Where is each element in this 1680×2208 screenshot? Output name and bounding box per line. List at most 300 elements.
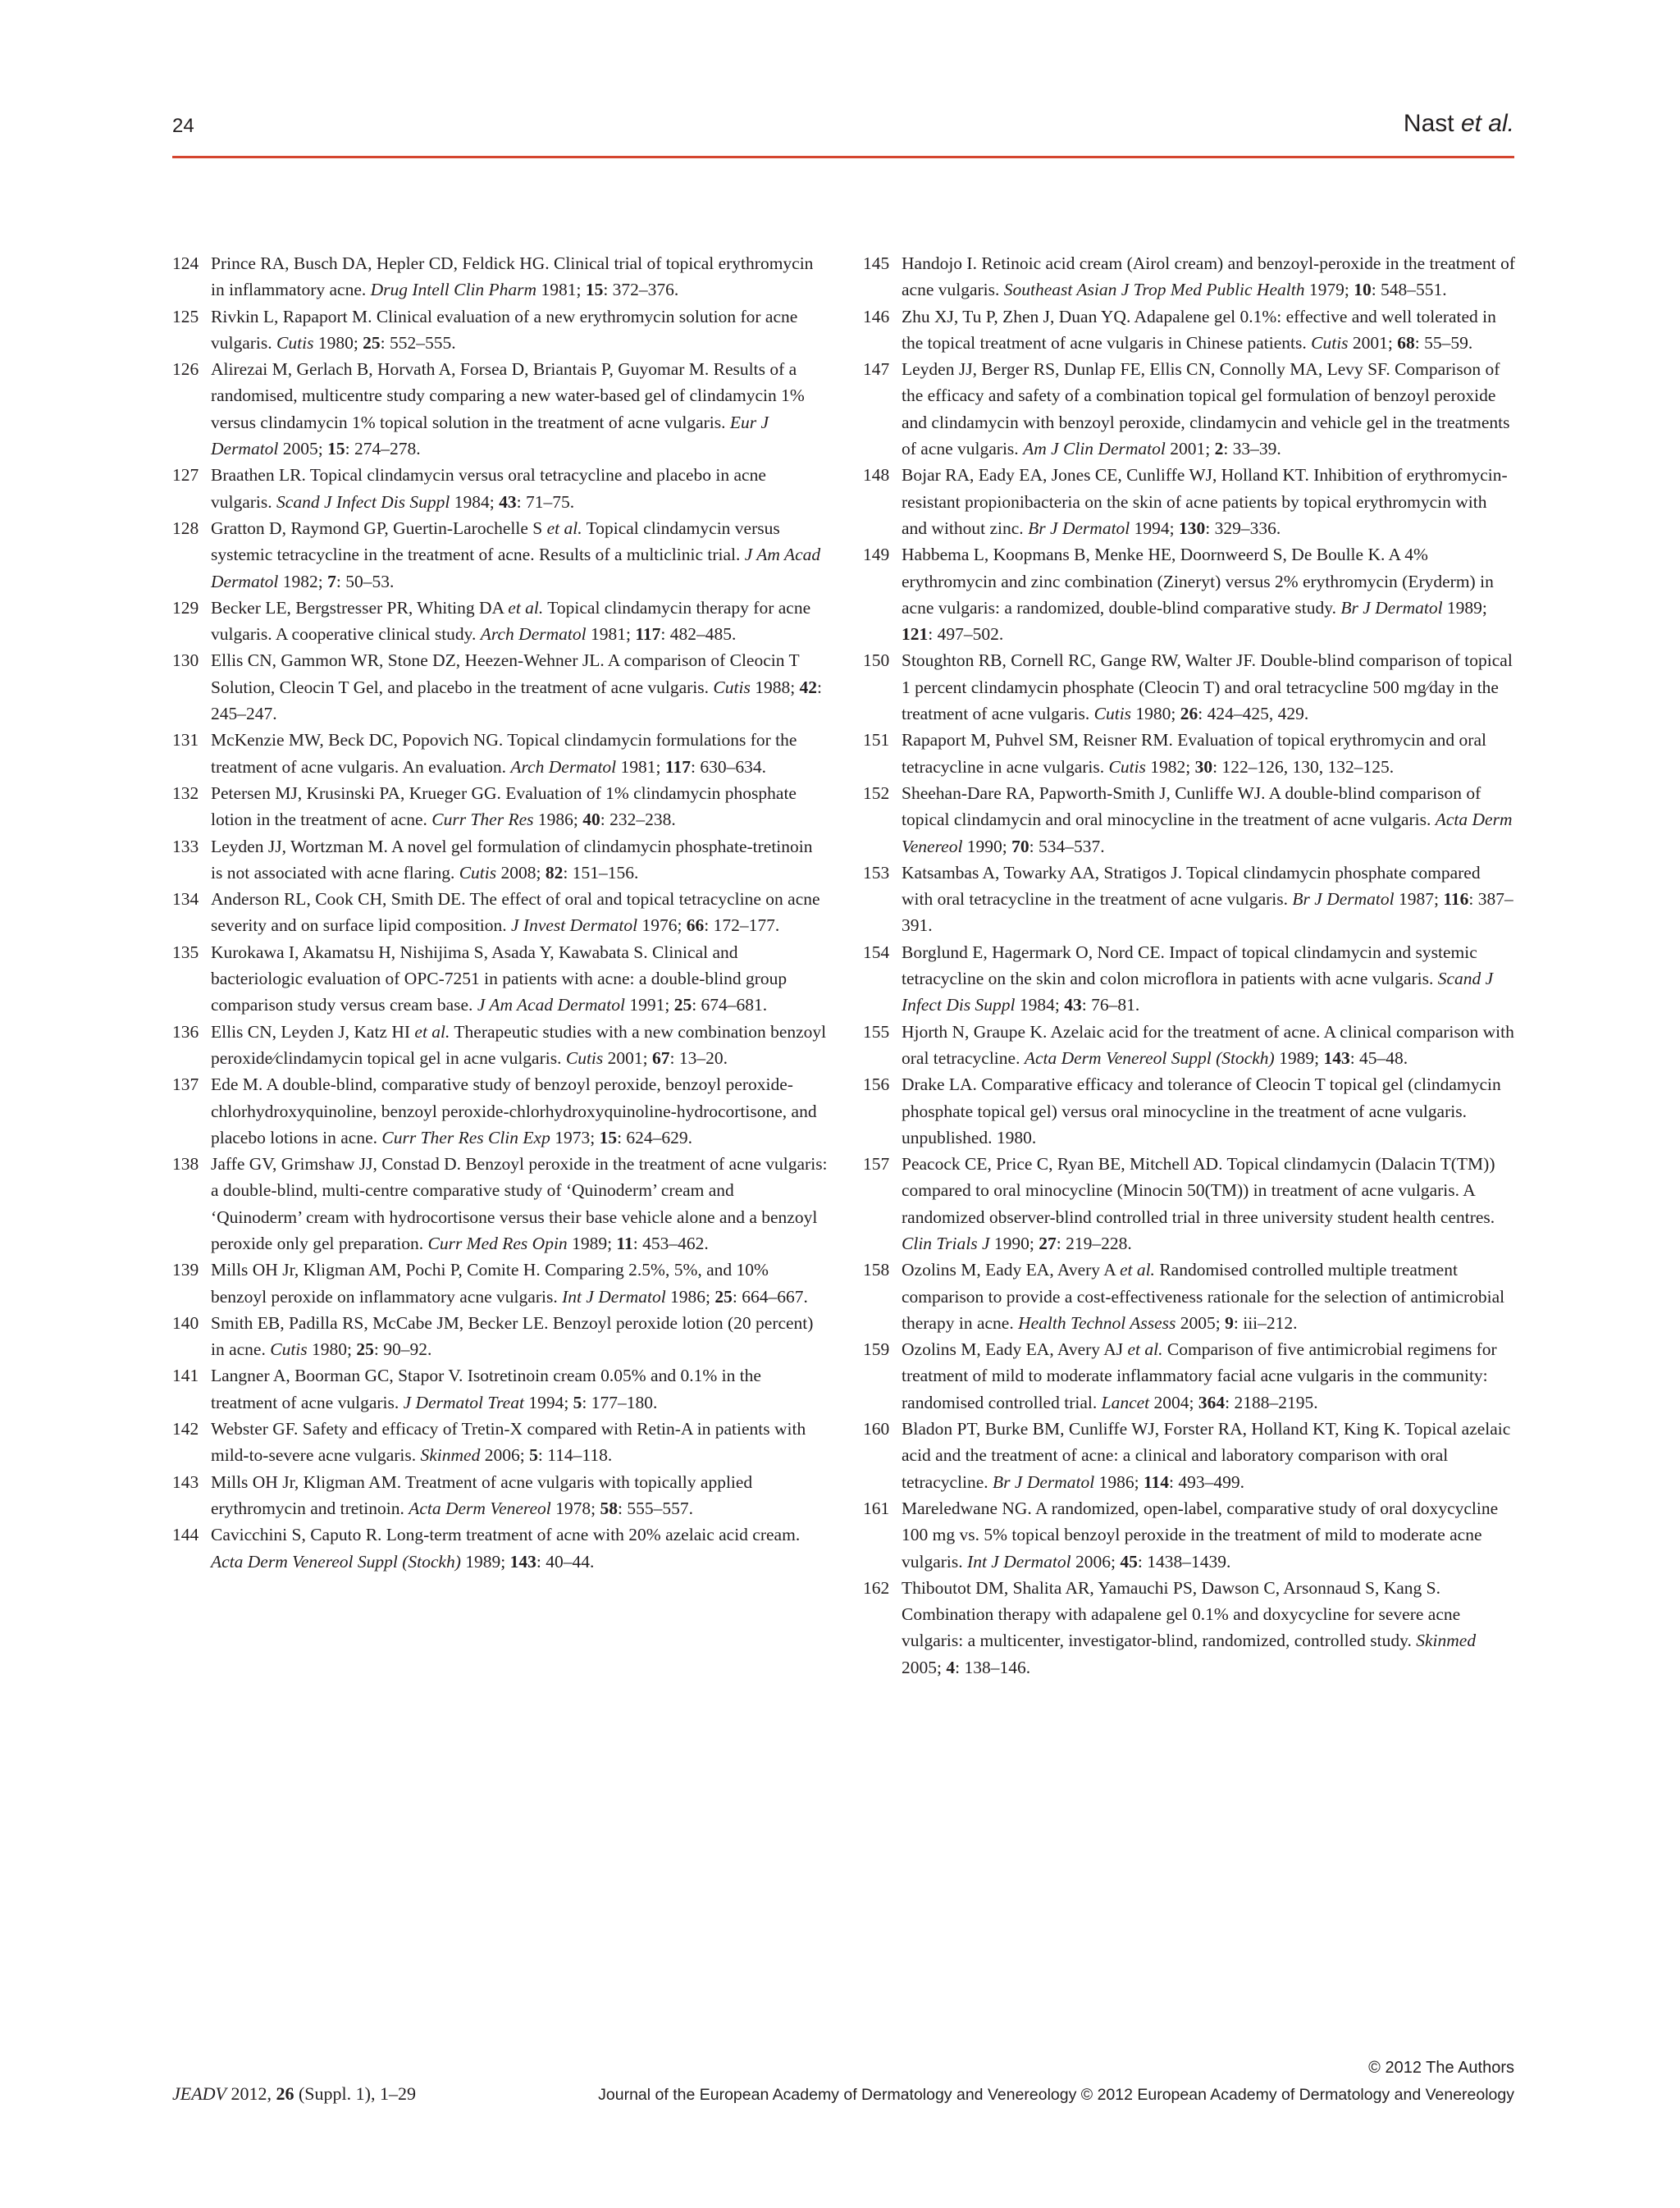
reference-number: 129 (172, 597, 199, 618)
reference-authors-title: Cavicchini S, Caputo R. Long-term treatment of acne with 20% azelaic acid cream. (211, 1525, 801, 1545)
reference-journal: Cutis (565, 1047, 604, 1068)
reference-authors-title: Petersen MJ, Krusinski PA, Krueger GG. Evaluation of 1% clindamycin phosphate lotion in the treatment of acne. (211, 782, 797, 830)
reference-volume: 7 (327, 571, 336, 591)
reference-pages: : 630–634. (690, 756, 766, 777)
reference-year: 1990; (962, 836, 1012, 856)
reference-authors-title: Stoughton RB, Cornell RC, Gange RW, Walter JF. Double-blind comparison of topical 1 percent clindamycin phosphate (Cleocin T) and oral tetracycline 500 mg⁄day in the treatment of acne vulgaris. (902, 650, 1513, 724)
reference-pages: : 122–126, 130, 132–125. (1212, 756, 1395, 777)
reference-pages: : 372–376. (603, 280, 679, 300)
reference-year: 1980; (307, 1339, 357, 1360)
reference-year: 2008; (496, 862, 546, 883)
reference-text (902, 541, 1516, 647)
reference-pages: : 482–485. (660, 624, 737, 645)
reference-journal: J Am Acad Dermatol (211, 545, 821, 591)
reference-number: 138 (172, 1154, 199, 1175)
reference-volume: 30 (1194, 756, 1213, 777)
reference-year: 1982; (1145, 756, 1195, 777)
reference-number: 136 (172, 1021, 199, 1042)
reference-journal: Skinmed (1416, 1631, 1477, 1651)
reference-pages: : 45–48. (1349, 1047, 1408, 1068)
reference-text (211, 1469, 829, 1522)
reference-item (863, 860, 1516, 939)
reference-volume: 27 (1039, 1233, 1057, 1253)
reference-number: 162 (863, 1577, 890, 1598)
reference-volume: 5 (573, 1392, 582, 1412)
reference-item (172, 462, 829, 515)
reference-etal: et al. (1119, 1260, 1155, 1280)
reference-number: 153 (863, 862, 890, 883)
reference-text (902, 250, 1516, 303)
reference-pages: : 424–425, 429. (1198, 704, 1309, 724)
reference-text (211, 1071, 829, 1151)
reference-authors-title: Becker LE, Bergstresser PR, Whiting DA (211, 597, 509, 618)
reference-journal: Arch Dermatol (480, 624, 587, 645)
reference-number: 133 (172, 836, 199, 856)
reference-text (211, 462, 829, 515)
reference-text (902, 1151, 1516, 1257)
running-head (1404, 110, 1514, 138)
reference-pages: : 114–118. (537, 1445, 613, 1466)
reference-etal: et al. (1127, 1339, 1163, 1360)
reference-authors-title: Langner A, Boorman GC, Stapor V. Isotretinoin cream 0.05% and 0.1% in the treatment of acne vulgaris. (211, 1366, 761, 1412)
reference-item (863, 1575, 1516, 1681)
reference-journal: Cutis (1108, 756, 1146, 777)
reference-item (863, 1019, 1516, 1072)
reference-authors-title: Peacock CE, Price C, Ryan BE, Mitchell AD. Topical clindamycin (Dalacin T(TM)) compared to oral minocycline (Minocin 50(TM)) in treatment of acne vulgaris. A randomized observer-blind controlled trial in three university student health centres. (902, 1154, 1495, 1227)
reference-journal: Acta Derm Venereol (902, 810, 1513, 856)
reference-authors-title: Kurokawa I, Akamatsu H, Nishijima S, Asada Y, Kawabata S. Clinical and bacteriologic evaluation of OPC-7251 in patients with acne: a double-blind group comparison study versus cream base. (211, 942, 788, 1015)
reference-year: 1991; (624, 995, 674, 1015)
reference-journal: Acta Derm Venereol (409, 1498, 551, 1518)
reference-pages: : 40–44. (536, 1551, 595, 1572)
reference-authors-title: Braathen LR. Topical clindamycin versus oral tetracycline and placebo in acne vulgaris. (211, 465, 766, 512)
reference-text (211, 833, 829, 887)
reference-item (863, 250, 1516, 303)
reference-year: 1981; (536, 280, 586, 300)
running-head-etal: et al. (1460, 110, 1514, 137)
reference-text (902, 780, 1516, 860)
reference-text (211, 939, 829, 1019)
reference-text (902, 647, 1516, 727)
reference-text (211, 356, 829, 462)
reference-etal: et al. (546, 518, 582, 538)
reference-text (211, 1362, 829, 1416)
reference-item (172, 356, 829, 462)
reference-number: 145 (863, 253, 890, 273)
reference-year: 1981; (586, 624, 636, 645)
reference-pages: : 245–247. (211, 677, 823, 724)
reference-volume: 5 (529, 1445, 538, 1466)
reference-journal: Cutis (459, 862, 497, 883)
reference-pages: : 232–238. (600, 810, 676, 830)
reference-authors-title: Ozolins M, Eady EA, Avery A (902, 1260, 1120, 1280)
reference-journal: Cutis (1093, 704, 1132, 724)
reference-volume: 143 (509, 1551, 536, 1572)
reference-item (863, 462, 1516, 541)
reference-number: 159 (863, 1339, 890, 1360)
reference-authors-title: Smith EB, Padilla RS, McCabe JM, Becker LE. Benzoyl peroxide lotion (20 percent) in acne. (211, 1312, 814, 1360)
reference-number: 143 (172, 1471, 199, 1492)
reference-volume: 66 (686, 915, 705, 936)
reference-journal: Eur J Dermatol (211, 412, 769, 459)
reference-item (172, 1521, 829, 1575)
footer (172, 2083, 1514, 2105)
reference-item (172, 833, 829, 887)
reference-volume: 25 (714, 1286, 733, 1307)
reference-authors-title: Rivkin L, Rapaport M. Clinical evaluation of a new erythromycin solution for acne vulgaris. (211, 306, 798, 353)
reference-pages: : 172–177. (704, 915, 780, 936)
reference-year: 2005; (1176, 1312, 1226, 1333)
reference-year: 1988; (750, 677, 800, 697)
reference-pages: : 2188–2195. (1225, 1392, 1318, 1412)
reference-year: 1973; (550, 1127, 600, 1147)
reference-number: 142 (172, 1419, 199, 1439)
reference-authors-title: Leyden JJ, Wortzman M. A novel gel formulation of clindamycin phosphate-tretinoin is not associated with acne flaring. (211, 836, 813, 883)
reference-number: 140 (172, 1312, 199, 1333)
reference-authors-title: Rapaport M, Puhvel SM, Reisner RM. Evaluation of topical erythromycin and oral tetracycline in acne vulgaris. (902, 730, 1486, 777)
reference-item (863, 939, 1516, 1019)
reference-year: 1994; (523, 1392, 573, 1412)
reference-item (172, 647, 829, 727)
reference-text (211, 1416, 829, 1469)
reference-volume: 43 (499, 491, 517, 512)
reference-authors-title: Gratton D, Raymond GP, Guertin-Larochelle S (211, 518, 547, 538)
header-rule (172, 156, 1514, 158)
reference-authors-title: Bladon PT, Burke BM, Cunliffe WJ, Forster RA, Holland KT, King K. Topical azelaic acid and the treatment of acne: a clinical and laboratory comparison with oral tetracycline. (902, 1419, 1511, 1492)
reference-volume: 130 (1179, 518, 1206, 538)
reference-column-left (172, 250, 829, 1575)
reference-text (902, 462, 1516, 541)
reference-item (863, 541, 1516, 647)
running-head-author: Nast (1403, 110, 1454, 137)
reference-pages: : 76–81. (1081, 995, 1140, 1015)
reference-volume: 43 (1064, 995, 1082, 1015)
reference-authors-title: Ellis CN, Gammon WR, Stone DZ, Heezen-Wehner JL. A comparison of Cleocin T Solution, Cleocin T Gel, and placebo in the treatment of acne vulgaris. (211, 650, 800, 697)
reference-journal: Br J Dermatol (1028, 518, 1130, 538)
reference-year: 1986; (665, 1286, 715, 1307)
reference-text (902, 1336, 1516, 1416)
reference-title: Topical clindamycin therapy for acne vulgaris. A cooperative clinical study. (211, 597, 811, 645)
reference-volume: 10 (1354, 280, 1372, 300)
reference-authors-title: Ozolins M, Eady EA, Avery AJ (902, 1339, 1128, 1360)
reference-year: 1984; (450, 491, 500, 512)
reference-text (211, 250, 829, 303)
reference-number: 160 (863, 1419, 890, 1439)
reference-item (863, 1071, 1516, 1151)
reference-year: 2006; (480, 1445, 530, 1466)
reference-item (863, 1416, 1516, 1495)
reference-item (863, 780, 1516, 860)
reference-pages: : 555–557. (618, 1498, 693, 1518)
reference-pages: : 548–551. (1371, 280, 1447, 300)
reference-pages: : 219–228. (1056, 1233, 1132, 1253)
reference-text (902, 727, 1516, 780)
reference-authors-title: Alirezai M, Gerlach B, Horvath A, Forsea D, Briantais P, Guyomar M. Results of a randomised, multicentre study comparing a new water-based gel of clindamycin 1% versus clindamycin 1% topical solution in the treatment of acne vulgaris. (211, 359, 805, 432)
reference-year: 2005; (278, 439, 328, 459)
reference-volume: 26 (1180, 704, 1198, 724)
reference-authors-title: Webster GF. Safety and efficacy of Tretin-X compared with Retin-A in patients with mild-to-severe acne vulgaris. (211, 1419, 806, 1466)
reference-authors-title: Habbema L, Koopmans B, Menke HE, Doornweerd S, De Boulle K. A 4% erythromycin and zinc combination (Zineryt) versus 2% erythromycin (Eryderm) in acne vulgaris: a randomized, double-blind comparative study. (902, 545, 1494, 618)
reference-item (863, 1151, 1516, 1257)
reference-authors-title: Bojar RA, Eady EA, Jones CE, Cunliffe WJ, Holland KT. Inhibition of erythromycin-resistant propionibacteria on the skin of acne patients by topical erythromycin with and without zinc. (902, 465, 1508, 538)
reference-pages: : 177–180. (582, 1392, 658, 1412)
footer-journal-line: Journal of the European Academy of Dermatology and Venereology © 2012 European Academy of Dermatology and Venereology (598, 2086, 1514, 2104)
reference-journal: J Am Acad Dermatol (477, 995, 625, 1015)
reference-number: 128 (172, 518, 199, 538)
reference-number: 150 (863, 650, 890, 671)
reference-text (902, 356, 1516, 462)
reference-item (172, 1151, 829, 1257)
reference-volume: 58 (600, 1498, 618, 1518)
reference-number: 137 (172, 1074, 199, 1095)
reference-volume: 70 (1011, 836, 1029, 856)
reference-year: 1984; (1015, 995, 1065, 1015)
reference-journal: Scand J Infect Dis Suppl (276, 491, 450, 512)
reference-item (172, 1019, 829, 1072)
reference-pages: : 33–39. (1223, 439, 1281, 459)
reference-title: Comparison of five antimicrobial regimens for treatment of mild to moderate inflammatory facial acne vulgaris in the community: randomised controlled trial. (902, 1339, 1497, 1412)
reference-year: 2004; (1149, 1392, 1198, 1412)
reference-etal: et al. (414, 1021, 450, 1042)
reference-number: 157 (863, 1154, 890, 1175)
reference-text (211, 780, 829, 833)
reference-volume: 114 (1143, 1471, 1170, 1492)
footer-cite-year: 2012, (226, 2083, 276, 2104)
reference-item (172, 595, 829, 648)
footer-copyright: © 2012 The Authors (1368, 2059, 1514, 2077)
reference-year: 2005; (902, 1657, 947, 1677)
reference-title: Randomised controlled multiple treatment comparison to provide a cost-effectiveness rationale for the selection of antimicrobial therapy in acne. (902, 1260, 1505, 1333)
reference-journal: Cutis (276, 332, 314, 353)
reference-year: 1994; (1130, 518, 1179, 538)
reference-journal: Acta Derm Venereol Suppl (Stockh) (211, 1551, 461, 1572)
reference-item (863, 647, 1516, 727)
reference-number: 151 (863, 730, 890, 750)
reference-volume: 117 (635, 624, 661, 645)
reference-number: 130 (172, 650, 199, 671)
reference-volume: 143 (1323, 1047, 1350, 1068)
reference-year: 1990; (989, 1233, 1039, 1253)
reference-authors-title: Sheehan-Dare RA, Papworth-Smith J, Cunliffe WJ. A double-blind comparison of topical clindamycin and oral minocycline in the treatment of acne vulgaris. (902, 782, 1481, 830)
reference-pages: : 1438–1439. (1137, 1551, 1231, 1572)
footer-cite-rest: (Suppl. 1), 1–29 (294, 2083, 416, 2104)
reference-journal: Curr Ther Res (431, 810, 534, 830)
reference-volume: 45 (1120, 1551, 1138, 1572)
reference-text (211, 515, 829, 595)
reference-volume: 68 (1397, 332, 1415, 353)
reference-text (902, 939, 1516, 1019)
reference-volume: 25 (356, 1339, 374, 1360)
reference-year: 2001; (603, 1047, 652, 1068)
reference-pages: : 55–59. (1414, 332, 1473, 353)
reference-text (902, 1257, 1516, 1336)
reference-item (172, 939, 829, 1019)
reference-authors-title: Borglund E, Hagermark O, Nord CE. Impact of topical clindamycin and systemic tetracycline on the skin and colon microflora in patients with acne vulgaris. (902, 942, 1477, 989)
reference-number: 147 (863, 359, 890, 380)
reference-item (172, 1310, 829, 1363)
reference-pages: : 13–20. (669, 1047, 728, 1068)
reference-authors-title: Mareledwane NG. A randomized, open-label, comparative study of oral doxycycline 100 mg vs. 5% topical benzoyl peroxide in the treatment of mild to moderate acne vulgaris. (902, 1498, 1499, 1572)
reference-journal: Am J Clin Dermatol (1023, 439, 1166, 459)
reference-journal: Drug Intell Clin Pharm (370, 280, 537, 300)
reference-journal: Lancet (1101, 1392, 1150, 1412)
reference-pages: : 674–681. (692, 995, 768, 1015)
reference-journal: Cutis (1311, 332, 1349, 353)
reference-title: Topical clindamycin versus systemic tetracycline in the treatment of acne. Results of a multiclinic trial. (211, 518, 780, 565)
reference-journal: Curr Med Res Opin (427, 1233, 568, 1253)
reference-number: 154 (863, 942, 890, 962)
reference-item (172, 1257, 829, 1310)
reference-text (211, 595, 829, 648)
reference-number: 124 (172, 253, 199, 273)
reference-volume: 67 (652, 1047, 670, 1068)
reference-text (211, 727, 829, 780)
reference-journal: Scand J Infect Dis Suppl (902, 969, 1494, 1015)
reference-year: 1979; (1304, 280, 1354, 300)
reference-journal: Br J Dermatol (993, 1471, 1095, 1492)
reference-pages: : 534–537. (1029, 836, 1105, 856)
reference-number: 152 (863, 782, 890, 803)
reference-pages: : 552–555. (380, 332, 456, 353)
reference-volume: 117 (664, 756, 691, 777)
reference-authors-title: Ede M. A double-blind, comparative study of benzoyl peroxide, benzoyl peroxide-chlorhydroxyquinoline, benzoyl peroxide-chlorhydroxyquinoline-hydrocortisone, and placebo lotions in acne. (211, 1074, 817, 1147)
reference-item (863, 1336, 1516, 1416)
reference-authors-title: Mills OH Jr, Kligman AM, Pochi P, Comite H. Comparing 2.5%, 5%, and 10% benzoyl peroxide on inflammatory acne vulgaris. (211, 1260, 769, 1307)
reference-journal: Curr Ther Res Clin Exp (381, 1127, 550, 1147)
reference-journal: Arch Dermatol (510, 756, 617, 777)
reference-number: 148 (863, 465, 890, 486)
reference-item (172, 303, 829, 357)
reference-journal: Int J Dermatol (562, 1286, 666, 1307)
reference-year: 2001; (1348, 332, 1398, 353)
reference-journal: J Dermatol Treat (403, 1392, 524, 1412)
reference-number: 135 (172, 942, 199, 962)
reference-title: Therapeutic studies with a new combination benzoyl peroxide⁄clindamycin topical gel in acne vulgaris. (211, 1021, 827, 1068)
reference-pages: : 624–629. (617, 1127, 693, 1147)
reference-journal: Health Technol Assess (1018, 1312, 1176, 1333)
reference-authors-title: Jaffe GV, Grimshaw JJ, Constad D. Benzoyl peroxide in the treatment of acne vulgaris: a double-blind, multi-centre comparative study of ‘Quinoderm’ cream and ‘Quinoderm’ cream with hydrocortisone versus their base vehicle alone and a benzoyl peroxide only gel preparation. (211, 1154, 828, 1253)
reference-text (902, 303, 1516, 357)
reference-journal: Acta Derm Venereol Suppl (Stockh) (1024, 1047, 1275, 1068)
reference-item (863, 356, 1516, 462)
reference-authors-title: Mills OH Jr, Kligman AM. Treatment of acne vulgaris with topically applied erythromycin and tretinoin. (211, 1471, 753, 1518)
reference-text (211, 1019, 829, 1072)
reference-item (863, 727, 1516, 780)
reference-number: 125 (172, 306, 199, 326)
reference-volume: 40 (582, 810, 600, 830)
reference-authors-title: Zhu XJ, Tu P, Zhen J, Duan YQ. Adapalene gel 0.1%: effective and well tolerated in the topical treatment of acne vulgaris in Chinese patients. (902, 306, 1496, 353)
reference-volume: 116 (1443, 889, 1469, 910)
reference-volume: 121 (902, 624, 929, 645)
reference-year: 1976; (637, 915, 687, 936)
reference-pages: : 138–146. (955, 1657, 1031, 1677)
reference-number: 144 (172, 1525, 199, 1545)
reference-item (172, 1071, 829, 1151)
reference-column-right (863, 250, 1516, 1681)
reference-text (211, 1310, 829, 1363)
reference-item (172, 1469, 829, 1522)
footer-cite-journal: JEADV (172, 2083, 226, 2104)
reference-volume: 2 (1214, 439, 1224, 459)
reference-number: 155 (863, 1021, 890, 1042)
reference-journal: Clin Trials J (902, 1233, 990, 1253)
reference-number: 127 (172, 465, 199, 486)
reference-volume: 15 (599, 1127, 618, 1147)
reference-volume: 25 (673, 995, 692, 1015)
reference-pages: : 90–92. (373, 1339, 432, 1360)
reference-text (902, 1019, 1516, 1072)
reference-year: 1989; (1274, 1047, 1324, 1068)
reference-item (172, 1416, 829, 1469)
reference-volume: 11 (616, 1233, 633, 1253)
reference-journal: Br J Dermatol (1292, 889, 1395, 910)
reference-item (172, 886, 829, 939)
reference-authors-title: Thiboutot DM, Shalita AR, Yamauchi PS, Dawson C, Arsonnaud S, Kang S. Combination therapy with adapalene gel 0.1% and doxycycline for severe acne vulgaris: a multicenter, investigator-blind, randomized, controlled study. (902, 1577, 1461, 1651)
reference-authors-title: Prince RA, Busch DA, Hepler CD, Feldick HG. Clinical trial of topical erythromycin in inflammatory acne. (211, 253, 814, 300)
reference-pages: : 274–278. (345, 439, 421, 459)
reference-number: 139 (172, 1260, 199, 1280)
reference-text (211, 886, 829, 939)
reference-volume: 15 (327, 439, 345, 459)
reference-item (172, 515, 829, 595)
reference-year: 1989; (567, 1233, 617, 1253)
reference-pages: : 71–75. (516, 491, 575, 512)
reference-year: 1986; (1094, 1471, 1144, 1492)
reference-volume: 4 (946, 1657, 956, 1677)
reference-year: 1980; (1131, 704, 1180, 724)
reference-journal: Cutis (713, 677, 751, 697)
reference-text (902, 1495, 1516, 1575)
reference-journal: Int J Dermatol (967, 1551, 1071, 1572)
reference-item (172, 780, 829, 833)
reference-authors-title: Leyden JJ, Berger RS, Dunlap FE, Ellis CN, Connolly MA, Levy SF. Comparison of the efficacy and safety of a combination topical gel formulation of benzoyl peroxide and clindamycin with benzoyl peroxide, clindamycin and vehicle gel in the treatments of acne vulgaris. (902, 359, 1510, 459)
reference-authors-title: Handojo I. Retinoic acid cream (Airol cream) and benzoyl-peroxide in the treatment of acne vulgaris. (902, 253, 1516, 300)
footer-cite-volume: 26 (276, 2083, 294, 2104)
reference-authors-title: McKenzie MW, Beck DC, Popovich NG. Topical clindamycin formulations for the treatment of acne vulgaris. An evaluation. (211, 730, 797, 777)
reference-text (902, 1575, 1516, 1681)
reference-number: 149 (863, 545, 890, 565)
reference-text (902, 1071, 1516, 1151)
reference-authors-title: Drake LA. Comparative efficacy and tolerance of Cleocin T topical gel (clindamycin phosphate topical gel) versus oral minocycline in the treatment of acne vulgaris. unpublished. 1980. (902, 1074, 1501, 1147)
reference-etal: et al. (508, 597, 544, 618)
reference-item (172, 250, 829, 303)
reference-authors-title: Anderson RL, Cook CH, Smith DE. The effect of oral and topical tetracycline on acne severity and on surface lipid composition. (211, 889, 820, 936)
reference-year: 1989; (460, 1551, 510, 1572)
reference-volume: 82 (545, 862, 564, 883)
reference-journal: Br J Dermatol (1340, 597, 1443, 618)
reference-pages: : 497–502. (928, 624, 1004, 645)
reference-number: 141 (172, 1366, 199, 1386)
footer-citation (172, 2083, 416, 2105)
reference-year: 1982; (278, 571, 328, 591)
reference-journal: J Invest Dermatol (511, 915, 638, 936)
reference-text (902, 1416, 1516, 1495)
reference-volume: 42 (799, 677, 818, 697)
reference-year: 1989; (1442, 597, 1487, 618)
reference-text (211, 1257, 829, 1310)
reference-item (172, 1362, 829, 1416)
reference-year: 1981; (616, 756, 665, 777)
reference-volume: 364 (1198, 1392, 1226, 1412)
reference-item (863, 303, 1516, 357)
reference-journal: Skinmed (420, 1445, 481, 1466)
reference-year: 2001; (1165, 439, 1215, 459)
reference-authors-title: Hjorth N, Graupe K. Azelaic acid for the treatment of acne. A clinical comparison with oral tetracycline. (902, 1021, 1514, 1068)
reference-item (172, 727, 829, 780)
reference-text (211, 647, 829, 727)
reference-text (211, 303, 829, 357)
reference-number: 146 (863, 306, 890, 326)
